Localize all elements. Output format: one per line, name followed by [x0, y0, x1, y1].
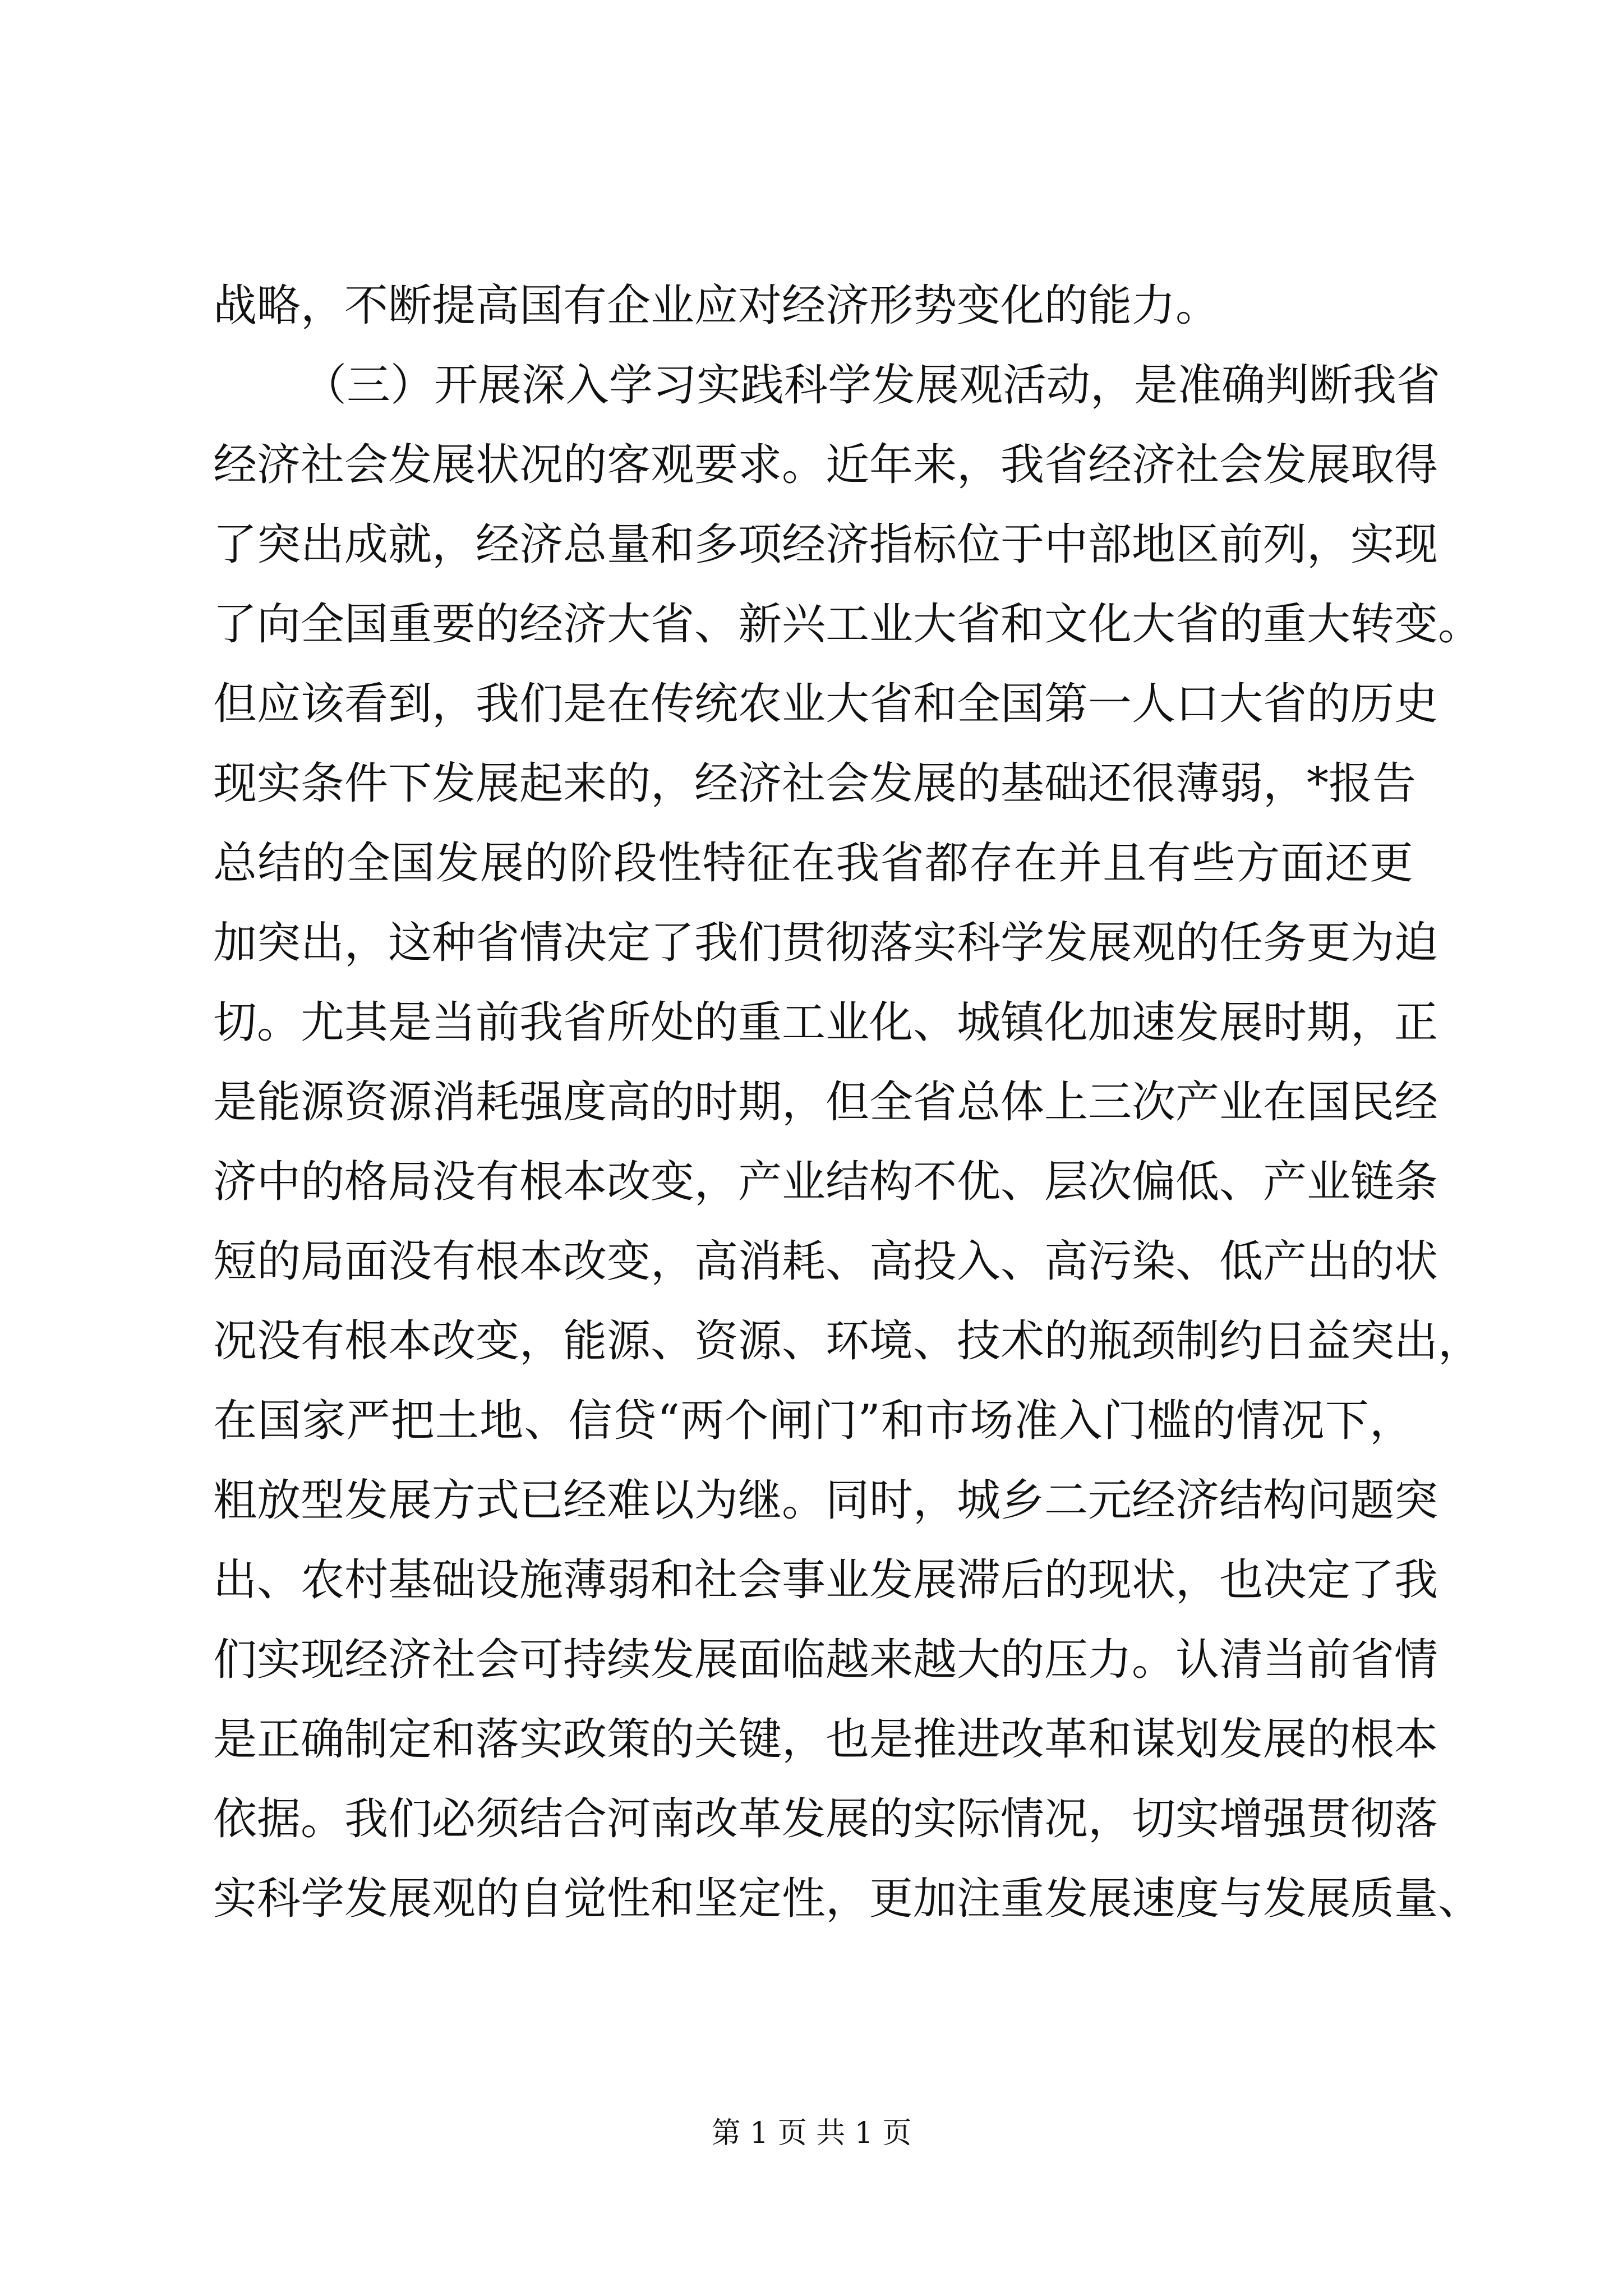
text-line: 况没有根本改变，能源、资源、环境、技术的瓶颈制约日益突出，	[213, 1316, 1482, 1366]
page-number: 第 1 页 共 1 页	[711, 2116, 912, 2150]
body-text	[213, 266, 1482, 1939]
text-line: 出、农村基础设施薄弱和社会事业发展滞后的现状，也决定了我	[213, 1555, 1438, 1605]
text-line: 加突出，这种省情决定了我们贯彻落实科学发展观的任务更为迫	[213, 918, 1438, 968]
text-line: 实科学发展观的自觉性和坚定性，更加注重发展速度与发展质量、	[213, 1874, 1482, 1924]
text-line: 经济社会发展状况的客观要求。近年来，我省经济社会发展取得	[213, 440, 1438, 490]
text-line: 短的局面没有根本改变，高消耗、高投入、高污染、低产出的状	[213, 1236, 1438, 1287]
text-line: 了突出成就，经济总量和多项经济指标位于中部地区前列，实现	[213, 519, 1438, 570]
text-line: 是正确制定和落实政策的关键，也是推进改革和谋划发展的根本	[213, 1714, 1438, 1765]
text-line: 但应该看到，我们是在传统农业大省和全国第一人口大省的历史	[213, 679, 1438, 729]
text-line: 战略，不断提高国有企业应对经济形势变化的能力。	[213, 280, 1220, 331]
text-line: 粗放型发展方式已经难以为继。同时，城乡二元经济结构问题突	[213, 1475, 1438, 1526]
text-line: 依据。我们必须结合河南改革发展的实际情况，切实增强贯彻落	[213, 1794, 1438, 1844]
text-line: 是能源资源消耗强度高的时期，但全省总体上三次产业在国民经	[213, 1077, 1438, 1128]
text-line: 济中的格局没有根本改变，产业结构不优、层次偏低、产业链条	[213, 1157, 1438, 1207]
text-line: 在国家严把土地、信贷“两个闸门”和市场准入门槛的情况下，	[213, 1396, 1413, 1446]
text-line: 们实现经济社会可持续发展面临越来越大的压力。认清当前省情	[213, 1635, 1438, 1685]
text-line: 总结的全国发展的阶段性特征在我省都存在并且有些方面还更	[213, 838, 1413, 889]
text-line: 现实条件下发展起来的，经济社会发展的基础还很薄弱，*报告	[213, 758, 1417, 809]
text-line: （三）开展深入学习实践科学发展观活动，是准确判断我省	[303, 360, 1441, 411]
text-line: 了向全国重要的经济大省、新兴工业大省和文化大省的重大转变。	[213, 599, 1482, 650]
page-footer	[0, 2109, 1623, 2151]
text-line: 切。尤其是当前我省所处的重工业化、城镇化加速发展时期，正	[213, 997, 1438, 1048]
